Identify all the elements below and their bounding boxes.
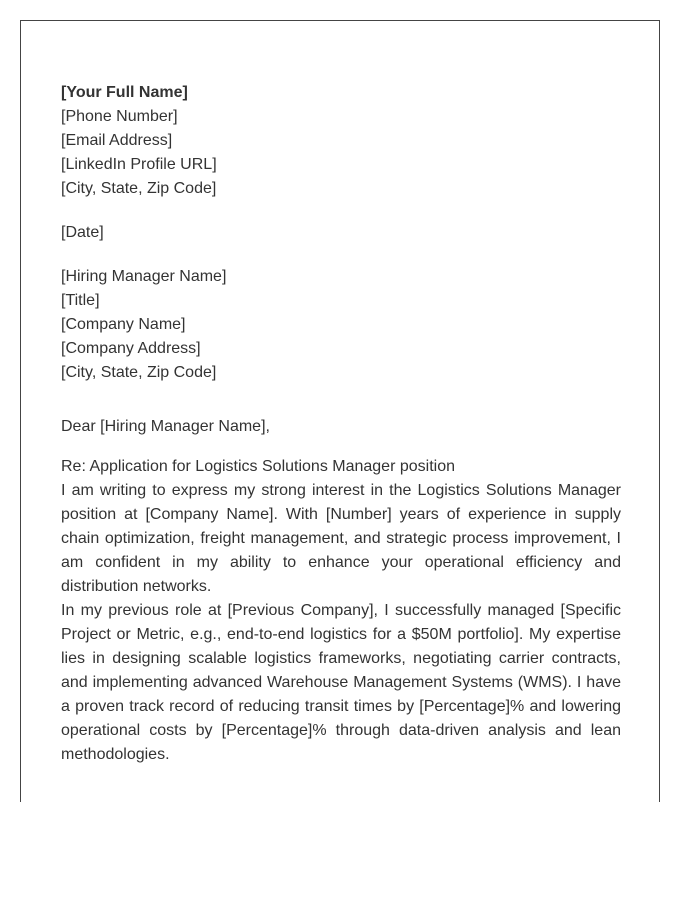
body-paragraph-2: In my previous role at [Previous Company], I successfully managed [Specific Project or Metric, e.g., end-to-end logistics for a $50M portfolio]. My expertise lies in designing scalable logistics frameworks, negotiating carrier contracts, and implementing advanced Warehouse Management Systems (WMS). I have a proven track record of reducing transit times by [Percentage]% and lowering operational costs by [Percentage]% through data-driven analysis and lean methodologies. [61,602,621,763]
date-block [61,221,621,245]
letter-page [20,20,660,802]
body-paragraph-1: I am writing to express my strong interest in the Logistics Solutions Manager position at [Company Name]. With [Number] years of experience in supply chain optimization, freight management, and strategic process improvement, I am confident in my ability to enhance your operational efficiency and distribution networks. [61,482,621,595]
recipient-location: [City, State, Zip Code] [61,364,217,381]
subject-line: Re: Application for Logistics Solutions Manager position [61,458,455,475]
recipient-title: [Title] [61,292,100,309]
recipient-company: [Company Name] [61,316,186,333]
recipient-block [61,265,621,385]
sender-block [61,81,621,201]
sender-name: [Your Full Name] [61,84,188,101]
sender-email: [Email Address] [61,132,173,149]
letter-content [61,81,621,767]
recipient-address: [Company Address] [61,340,201,357]
subject-block [61,455,621,479]
sender-linkedin: [LinkedIn Profile URL] [61,156,217,173]
recipient-name: [Hiring Manager Name] [61,268,227,285]
salutation-block [61,415,621,439]
salutation: Dear [Hiring Manager Name], [61,418,270,435]
sender-phone: [Phone Number] [61,108,178,125]
letter-date: [Date] [61,224,104,241]
sender-location: [City, State, Zip Code] [61,180,217,197]
